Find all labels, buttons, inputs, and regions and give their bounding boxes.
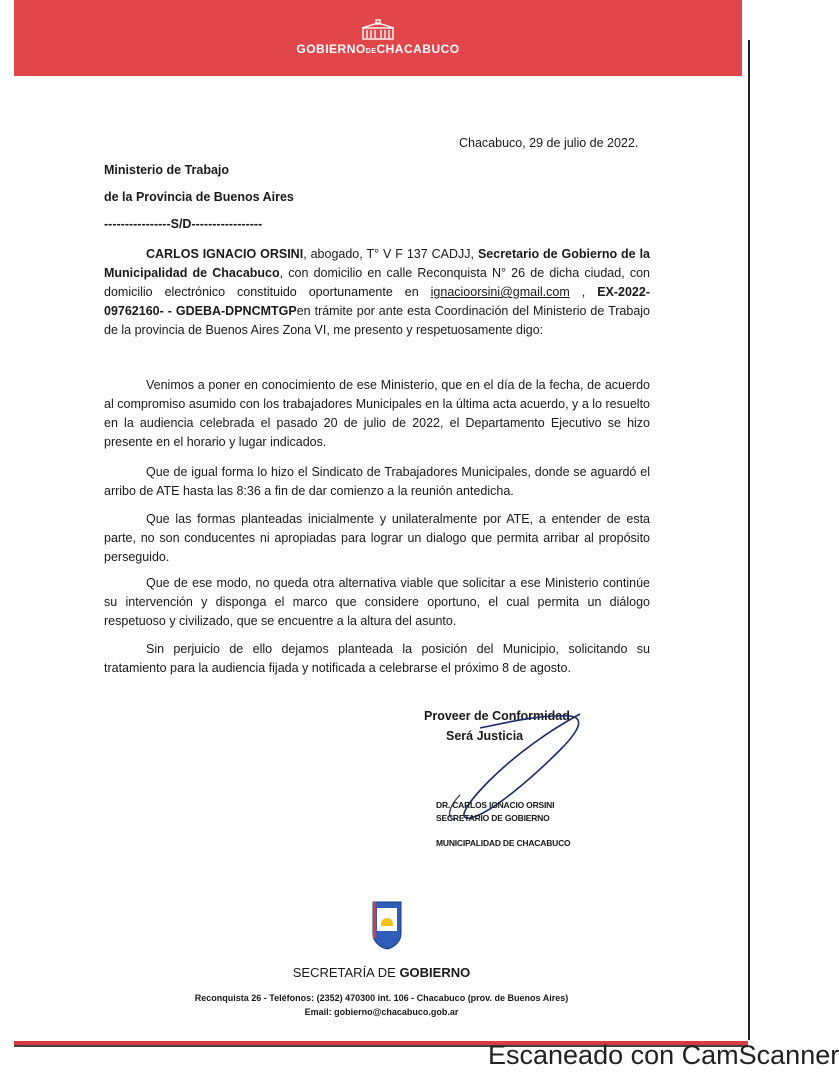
- paragraph-3: Que las formas planteadas inicialmente y unilateralmente por ATE, a entender de esta parte, no son conducentes ni apropiadas para lograr un dialogo que permita arribar al propósito perseguido.: [104, 512, 650, 564]
- footer-address: Reconquista 26 - Teléfonos: (2352) 470300 int. 106 - Chacabuco (prov. de Buenos Aires): [194, 993, 569, 1003]
- paragraph-5: Sin perjuicio de ello dejamos planteada la posición del Municipio, solicitando su tratamiento para la audiencia fijada y notificada a celebrarse el próximo 8 de agosto.: [104, 642, 650, 675]
- logo-wordmark: GOBIERNODECHACABUCO: [296, 42, 460, 56]
- footer-email: Email: gobierno@chacabuco.gob.ar: [304, 1007, 459, 1017]
- letter-date: Chacabuco, 29 de julio de 2022.: [459, 136, 639, 150]
- recipient-line-1: Ministerio de Trabajo: [104, 163, 230, 177]
- paragraph-1: Venimos a poner en conocimiento de ese Ministerio, que en el día de la fecha, de acuerdo al compromiso asumido con los trabajadores Municipales en la última acta acuerdo, y a lo resuelto en la audiencia celebrada el pasado 20 de julio de 2022, el Departamento Ejecutivo se hizo presente en el horario y lugar indicados.: [104, 378, 650, 449]
- stamp-line-2: SECRETARIO DE GOBIERNO: [436, 813, 550, 823]
- sd-line: ----------------S/D-----------------: [104, 217, 263, 231]
- municipal-logo: [14, 20, 742, 56]
- closing-line-1: Proveer de Conformidad: [424, 709, 570, 723]
- intro-paragraph: CARLOS IGNACIO ORSINI, abogado, T° V F 137 CADJJ, Secretario de Gobierno de la Municipalidad de Chacabuco, con domicilio en calle Reconquista N° 26 de dicha ciudad, con domicilio electrónico constituido oportunamente en ignacioorsini@gmail.com , EX-2022-09762160- - GDEBA-DPNCMTGPen trámite por ante esta Coordinación del Ministerio de Trabajo de la provincia de Buenos Aires Zona VI, me presento y respetuosamente digo:: [104, 247, 651, 337]
- handwritten-signature: [420, 700, 600, 830]
- signer-role: Secretario de Gobierno de la Municipalidad de Chacabuco: [104, 247, 650, 280]
- scan-edge: [748, 40, 750, 1040]
- paragraph-4: Que de ese modo, no queda otra alternativa viable que solicitar a ese Ministerio continúe su intervención y disponga el marco que considere oportuno, el cual permita un diálogo respetuoso y civilizado, que se encuentre a la altura del asunto.: [104, 576, 650, 628]
- paragraph-2: Que de igual forma lo hizo el Sindicato de Trabajadores Municipales, donde se aguardó el arribo de ATE hasta las 8:36 a fin de dar comienzo a la reunión antedicha.: [104, 465, 650, 498]
- recipient-line-2: de la Provincia de Buenos Aires: [104, 190, 294, 204]
- scanner-watermark: Escaneado con CamScanner: [488, 1040, 839, 1070]
- stamp-line-1: DR. CARLOS IGNACIO ORSINI: [436, 800, 555, 810]
- footer-title: SECRETARÍA DE GOBIERNO: [292, 965, 471, 980]
- stamp-line-3: MUNICIPALIDAD DE CHACABUCO: [436, 838, 571, 848]
- header-band: [14, 0, 742, 76]
- municipal-crest-icon: [371, 900, 403, 950]
- closing-line-2: Será Justicia: [446, 729, 524, 743]
- city-hall-icon: [361, 20, 395, 40]
- expediente-number: EX-2022-09762160- - GDEBA-DPNCMTGP: [104, 285, 650, 318]
- signer-name: CARLOS IGNACIO ORSINI: [146, 247, 304, 261]
- email-link[interactable]: ignacioorsini@gmail.com: [430, 285, 570, 299]
